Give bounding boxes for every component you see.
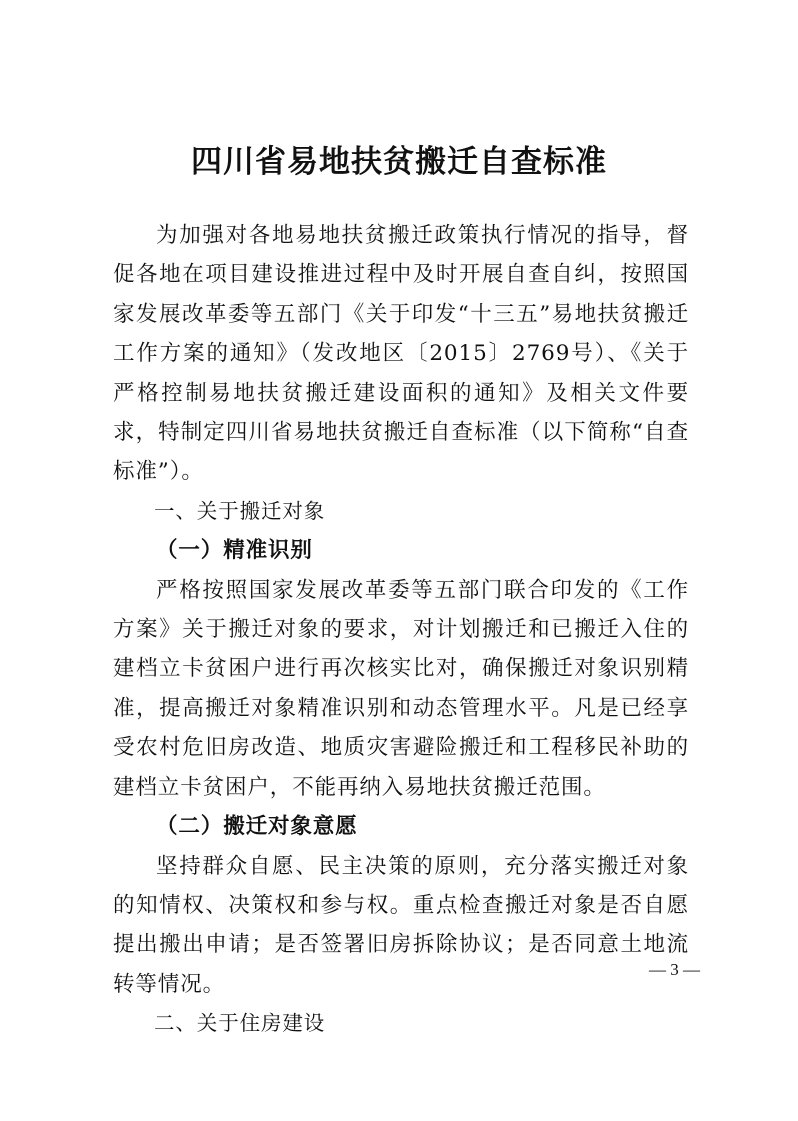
- subsection-paragraph-1: 严格按照国家发展改革委等五部门联合印发的《工作方案》关于搬迁对象的要求，对计划搬迁和已搬迁入住的建档立卡贫困户进行再次核实比对，确保搬迁对象识别精准，提高搬迁对象精准识别和动态管理水平。凡是已经享受农村危旧房改造、地质灾害避险搬迁和工程移民补助的建档立卡贫困户，不能再纳入易地扶贫搬迁范围。: [113, 577, 689, 800]
- intro-paragraph: 为加强对各地易地扶贫搬迁政策执行情况的指导，督促各地在项目建设推进过程中及时开展自查自纠，按照国家发展改革委等五部门《关于印发“十三五”易地扶贫搬迁工作方案的通知》（发改地区〔2015〕2769号）、《关于严格控制易地扶贫搬迁建设面积的通知》及相关文件要求，特制定四川省易地扶贫搬迁自查标准（以下简称“自查标准”）。: [113, 223, 689, 485]
- subsection-paragraph-2: 坚持群众自愿、民主决策的原则，充分落实搬迁对象的知情权、决策权和参与权。重点检查搬迁对象是否自愿提出搬出申请；是否签署旧房拆除协议；是否同意土地流转等情况。: [113, 853, 689, 997]
- document-title: 四川省易地扶贫搬迁自查标准: [191, 144, 607, 180]
- document-body: [113, 216, 689, 1044]
- subsection-heading-1: （一）精准识别: [156, 538, 313, 564]
- page-number: — 3 —: [649, 960, 700, 979]
- section-heading-1: 一、关于搬迁对象: [154, 498, 326, 523]
- section-heading-2: 二、关于住房建设: [154, 1011, 326, 1036]
- subsection-heading-2: （二）搬迁对象意愿: [156, 814, 358, 840]
